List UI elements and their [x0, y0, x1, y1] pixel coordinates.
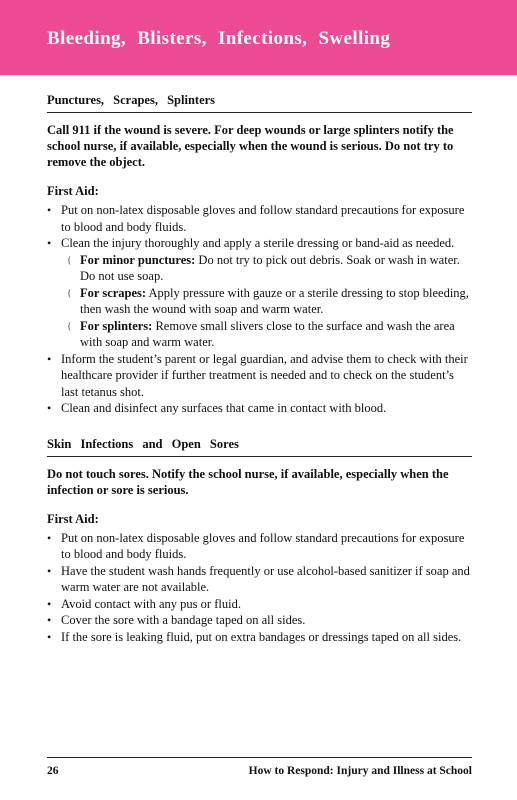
list-item-text: If the sore is leaking fluid, put on extra bandages or dressings taped on all sides.: [61, 629, 462, 644]
list-item-text: Have the student wash hands frequently or use alcohol-based sanitizer if soap and warm water are not available.: [61, 563, 470, 594]
sub-item-label: For splinters:: [80, 318, 153, 333]
sub-item-label: For scrapes:: [80, 285, 147, 300]
list-item-text: Avoid contact with any pus or fluid.: [61, 596, 241, 611]
list-item: [47, 563, 472, 596]
page-header: [0, 0, 517, 75]
footer-title: How to Respond: Injury and Illness at School: [248, 765, 472, 777]
first-aid-list-punctures: [47, 202, 472, 417]
list-item-text: Cover the sore with a bandage taped on all sides.: [61, 613, 306, 627]
first-aid-list-skin-infections: [47, 530, 472, 646]
sub-bullet-marker: {: [67, 254, 72, 265]
list-item-text: Put on non-latex disposable gloves and follow standard precautions for exposure to blood and body fluids.: [61, 530, 465, 561]
sub-item-text: Do not try to pick out debris. Soak or wash in water. Do not use soap.: [80, 252, 460, 283]
section-heading-skin-infections: Skin Infections and Open Sores: [47, 437, 472, 457]
list-item: [47, 235, 472, 351]
sub-item-label: For minor punctures:: [80, 252, 196, 267]
sub-item-text: Apply pressure with gauze or a sterile dressing to stop bleeding, then wash the wound with soap and warm water.: [80, 285, 469, 316]
list-item-text: Put on non-latex disposable gloves and follow standard precautions for exposure to blood and body fluids.: [61, 203, 465, 234]
list-item-text: Inform the student’s parent or legal guardian, and advise them to check with their healthcare provider if further treatment is needed and to check on the student’s last tetanus shot.: [61, 351, 468, 399]
page-number: 26: [47, 765, 59, 777]
section-spacer: [47, 417, 472, 437]
sub-list-item: [61, 285, 472, 318]
list-item: [47, 612, 472, 629]
list-item-text: Clean the injury thoroughly and apply a sterile dressing or band-aid as needed.: [61, 236, 455, 250]
first-aid-label: First Aid:: [47, 511, 99, 526]
sub-item-text: Remove small slivers close to the surface and wash the area with soap and warm water.: [80, 318, 455, 349]
list-item: [47, 629, 472, 646]
section-callout-skin-infections: Do not touch sores. Notify the school nurse, if available, especially when the infection or sore is serious.: [47, 466, 449, 497]
page-content: [47, 93, 472, 645]
section-callout-punctures: Call 911 if the wound is severe. For deep wounds or large splinters notify the school nurse, if available, especially when the wound is serious. Do not try to remove the object.: [47, 123, 454, 169]
list-item: [47, 596, 472, 613]
list-item: [47, 530, 472, 563]
footer-divider: [47, 757, 472, 758]
section-heading-punctures: Punctures, Scrapes, Splinters: [47, 93, 472, 113]
list-item: [47, 400, 472, 417]
list-item: [47, 202, 472, 235]
page-title: Bleeding, Blisters, Infections, Swelling: [47, 28, 391, 49]
list-item: [47, 351, 472, 401]
sub-bullet-marker: {: [67, 287, 72, 298]
sub-bullet-marker: {: [67, 320, 72, 331]
sub-list: [61, 252, 472, 351]
sub-list-item: [61, 252, 472, 285]
first-aid-label: First Aid:: [47, 184, 99, 198]
list-item-text: Clean and disinfect any surfaces that came in contact with blood.: [61, 401, 387, 415]
sub-list-item: [61, 318, 472, 351]
